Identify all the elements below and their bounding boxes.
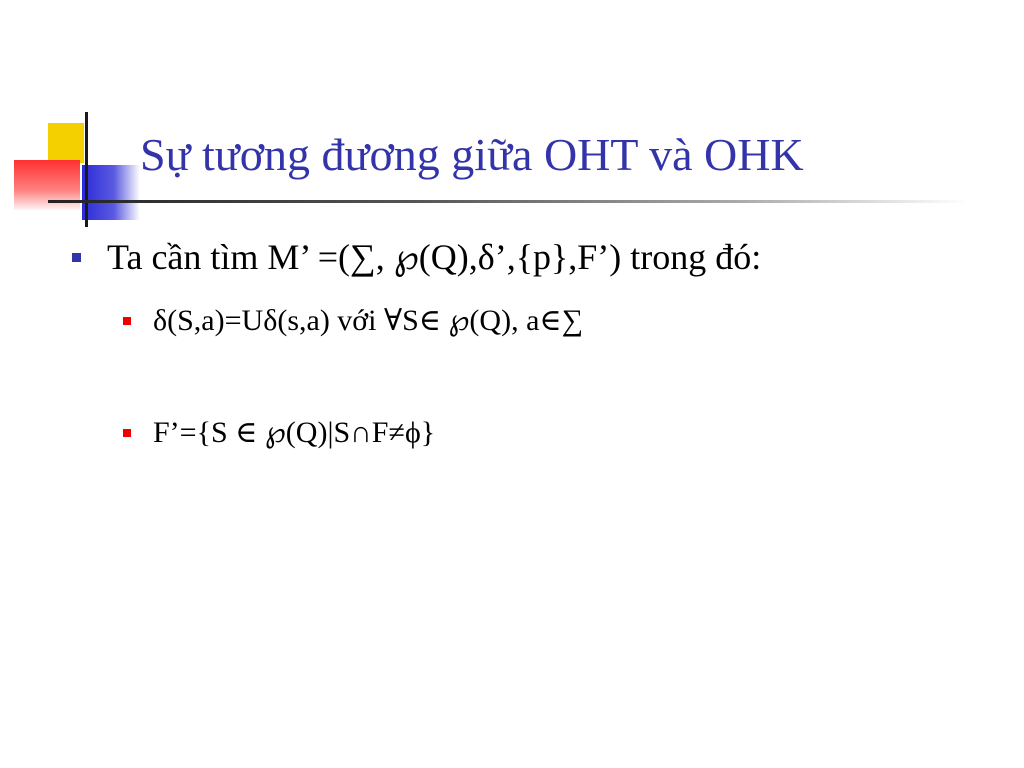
sub-bullet-item-2 (123, 415, 435, 450)
square-bullet-icon (123, 429, 131, 437)
bullet-text: δ(S,a)=Uδ(s,a) với ∀S∈ ℘(Q), a∈∑ (153, 304, 583, 337)
sub-bullet-item-1 (123, 303, 583, 338)
title-underline (48, 200, 968, 203)
bullet-item-1 (72, 236, 761, 278)
slide-title: Sự tương đương giữa OHT và OHK (140, 129, 804, 180)
yellow-square-decoration (48, 123, 84, 163)
corner-decoration (0, 0, 1024, 240)
bullet-text: Ta cần tìm M’ =(∑, ℘(Q),δ’,{p},F’) trong đó: (107, 237, 762, 277)
bullet-text: F’={S ∈ ℘(Q)|S∩F≠ϕ} (153, 416, 436, 449)
blue-square-decoration (82, 165, 140, 220)
square-bullet-icon (123, 317, 131, 325)
vertical-rule (85, 112, 88, 227)
square-bullet-icon (72, 253, 81, 262)
